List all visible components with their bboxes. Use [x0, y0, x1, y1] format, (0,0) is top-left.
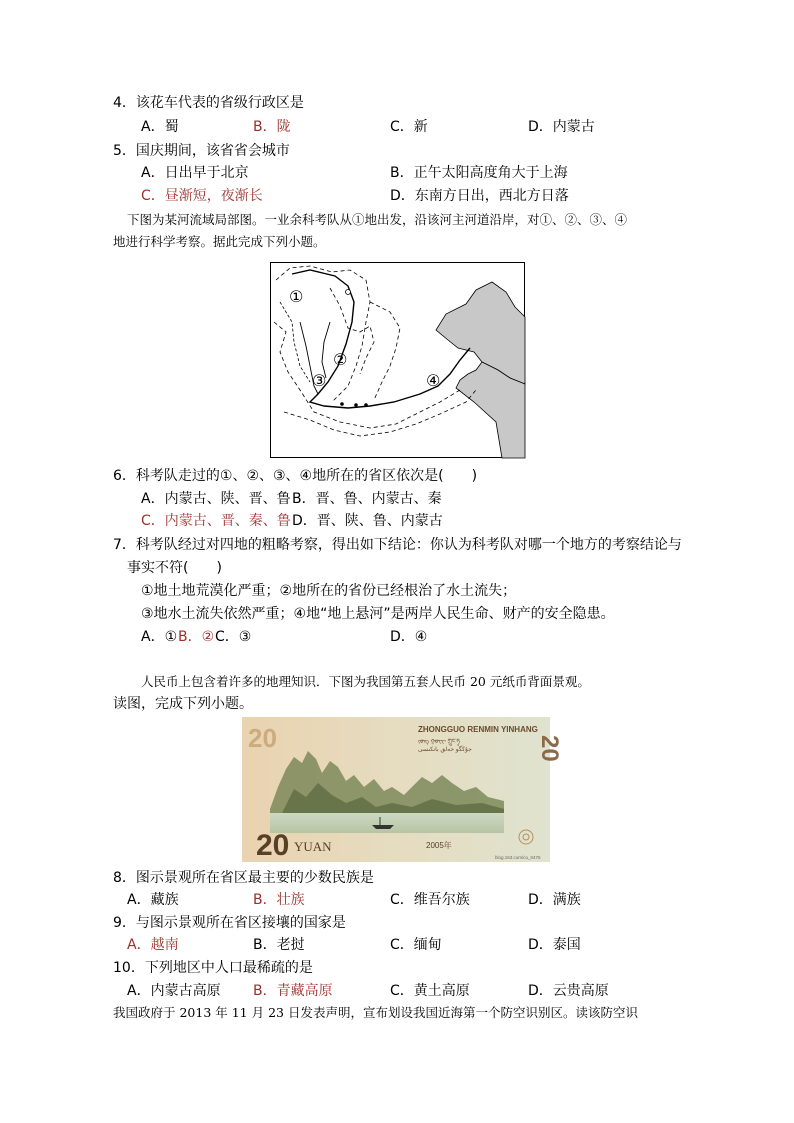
q10-option-b: B．青藏高原 — [253, 983, 333, 999]
svg-text:جۇڭگو خەلق بانكىسى: جۇڭگو خەلق بانكىسى — [418, 747, 472, 753]
q8-option-d: D．满族 — [528, 892, 581, 908]
river-basin-map-svg — [270, 262, 525, 458]
intro1-line2: 地进行科学考察。据此完成下列小题。 — [113, 234, 326, 249]
denomination-right: 20 — [536, 735, 563, 762]
q8-option-c: C．维吾尔族 — [390, 892, 470, 908]
map-label-2: ② — [333, 350, 348, 369]
q5-option-b: B．正午太阳高度角大于上海 — [390, 165, 568, 181]
q6-option-d: D．晋、陕、鲁、内蒙古 — [292, 513, 443, 529]
banknote-title: ZHONGGUO RENMIN YINHANG — [418, 725, 538, 734]
q9-stem: 9．与图示景观所在省区接壤的国家是 — [113, 915, 346, 931]
q4-option-c: C．新 — [390, 119, 428, 135]
q7-option-a: A．① — [141, 629, 178, 645]
intro2-line1: 人民币上包含着许多的地理知识．下图为我国第五套人民币 20 元纸币背面景观。 — [141, 674, 590, 689]
map-label-3: ③ — [312, 371, 327, 390]
q5-stem: 5．国庆期间，该省省会城市 — [113, 143, 290, 159]
q9-option-a: A．越南 — [127, 937, 179, 953]
svg-text:ᠵᠤᠩ ᠭᠤᠸᠧ ཀྲུང་ཧྭ: ᠵᠤᠩ ᠭᠤᠸᠧ ཀྲུང་ཧྭ — [418, 739, 460, 745]
q5-option-a: A．日出早于北京 — [141, 165, 249, 181]
intro2-line2: 读图，完成下列小题。 — [113, 696, 253, 712]
q5-option-c: C．昼渐短，夜渐长 — [141, 188, 263, 204]
intro3-line1: 我国政府于 2013 年 11 月 23 日发表声明，宣布划设我国近海第一个防空识别区。读该防空识 — [113, 1005, 638, 1020]
map-label-1: ① — [289, 287, 304, 306]
q9-option-b: B．老挝 — [253, 937, 305, 953]
currency-label: YUAN — [294, 839, 332, 854]
q7-stem-line2: 事实不符( ) — [127, 560, 222, 576]
q4-option-d: D．内蒙古 — [528, 119, 595, 135]
banknote-svg — [242, 717, 563, 862]
q8-option-a: A．藏族 — [127, 892, 179, 908]
denomination-bottom: 20 — [256, 829, 290, 862]
q10-option-d: D．云贵高原 — [528, 983, 609, 999]
image-watermark: blog.163.com/co_0476 — [495, 855, 541, 860]
q6-option-b: B．晋、鲁、内蒙古、秦 — [292, 491, 442, 507]
banknote-image — [242, 717, 563, 862]
q7-stem-line1: 7．科考队经过对四地的粗略考察，得出如下结论：你认为科考队对哪一个地方的考察结论与 — [113, 537, 682, 553]
map-label-4: ④ — [426, 371, 441, 390]
denomination-top-left: 20 — [248, 723, 277, 753]
q10-stem: 10．下列地区中人口最稀疏的是 — [113, 960, 313, 976]
q4-option-b: B．陇 — [253, 119, 291, 135]
q8-stem: 8．图示景观所在省区最主要的少数民族是 — [113, 870, 374, 886]
q9-option-c: C．缅甸 — [390, 937, 442, 953]
q6-stem: 6．科考队走过的①、②、③、④地所在的省区依次是( ) — [113, 468, 478, 484]
li-river — [270, 813, 504, 833]
q4-option-a: A．蜀 — [141, 119, 179, 135]
q5-option-d: D．东南方日出，西北方日落 — [390, 188, 569, 204]
intro1-line1: 下图为某河流域局部图。一业余科考队从①地出发，沿该河主河道沿岸，对①、②、③、④ — [127, 212, 628, 227]
q4-stem: 4．该花车代表的省级行政区是 — [113, 95, 304, 111]
river-basin-map — [270, 262, 525, 458]
q9-option-d: D．泰国 — [528, 937, 581, 953]
q10-option-a: A．内蒙古高原 — [127, 983, 221, 999]
q7-option-c: C．③ — [215, 629, 252, 645]
q8-option-b: B．壮族 — [253, 892, 305, 908]
q7-statement-2: ③地水土流失依然严重；④地“地上悬河”是两岸人民生命、财产的安全隐患。 — [141, 606, 615, 622]
q7-option-d: D．④ — [390, 629, 428, 645]
q10-option-c: C．黄土高原 — [390, 983, 470, 999]
q6-option-a: A．内蒙古、陕、晋、鲁 — [141, 491, 291, 507]
q6-option-c: C．内蒙古、晋、秦、鲁 — [141, 513, 291, 529]
q7-option-b: B．② — [178, 629, 215, 645]
issue-year: 2005年 — [426, 841, 452, 850]
q7-statement-1: ①地土地荒漠化严重；②地所在的省份已经根治了水土流失； — [141, 583, 517, 599]
